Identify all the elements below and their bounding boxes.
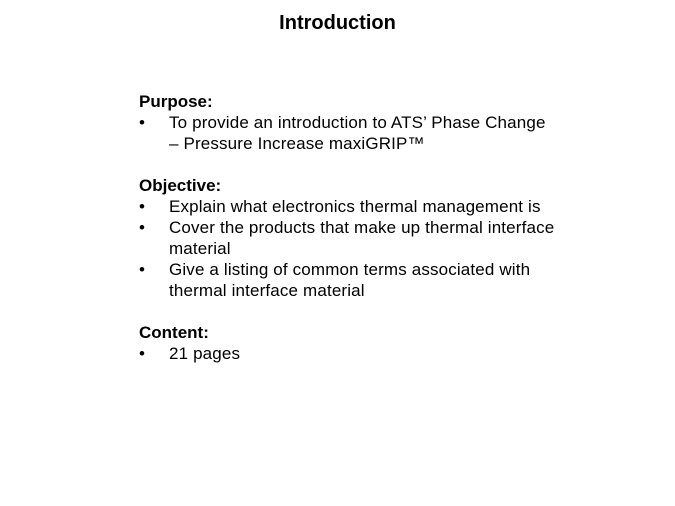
bullet-text: 21 pages (169, 344, 241, 363)
bullet-text: To provide an introduction to ATS’ Phase Change – Pressure Increase maxiGRIP™ (169, 113, 546, 153)
section-heading-objective: Objective: (139, 176, 222, 195)
bullet-icon: • (139, 260, 145, 279)
bullet-list-content (139, 343, 559, 364)
list-item (139, 259, 559, 301)
bullet-icon: • (139, 218, 145, 237)
section-objective (139, 175, 559, 301)
bullet-text: Give a listing of common terms associated with thermal interface material (169, 260, 531, 300)
section-heading-purpose: Purpose: (139, 92, 213, 111)
section-purpose (139, 91, 559, 154)
list-item (139, 217, 559, 259)
bullet-text: Cover the products that make up thermal interface material (169, 218, 555, 258)
bullet-text: Explain what electronics thermal management is (169, 197, 541, 216)
section-heading-content: Content: (139, 323, 209, 342)
section-content (139, 322, 559, 364)
list-item (139, 343, 559, 364)
list-item (139, 112, 559, 154)
bullet-list-objective (139, 196, 559, 301)
bullet-icon: • (139, 113, 145, 132)
bullet-icon: • (139, 197, 145, 216)
bullet-icon: • (139, 344, 145, 363)
bullet-list-purpose (139, 112, 559, 154)
slide-title: Introduction (279, 12, 396, 34)
slide-content (139, 91, 559, 385)
list-item (139, 196, 559, 217)
